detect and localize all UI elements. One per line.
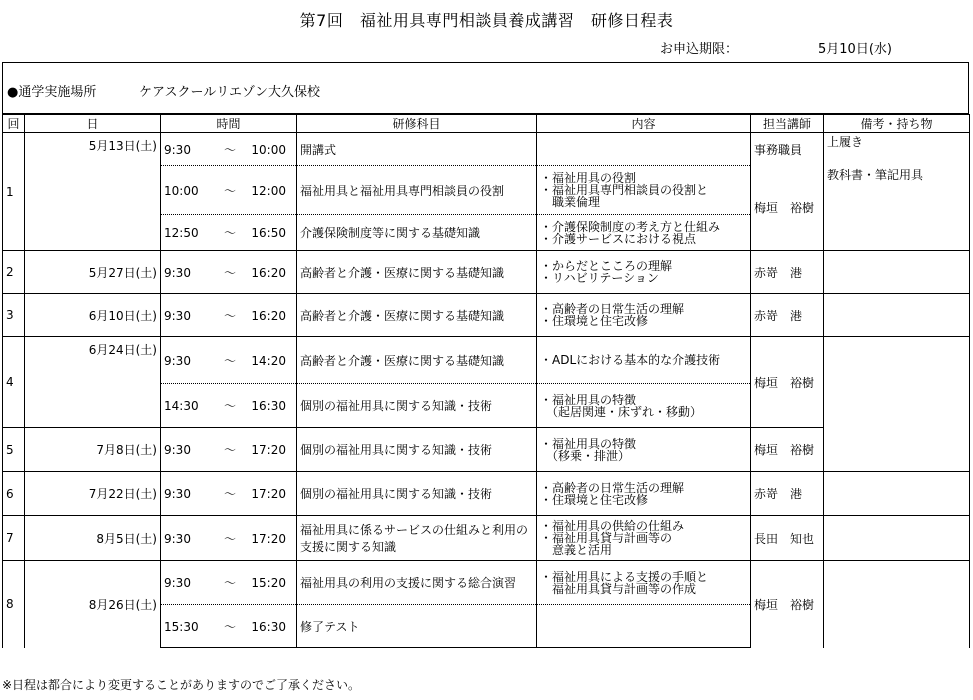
table-row — [3, 472, 970, 516]
time-cell — [161, 516, 297, 561]
subject: 福祉用具の利用の支援に関する総合演習 — [297, 561, 537, 605]
session-date: 6月10日(土) — [25, 294, 161, 337]
session-date: 7月8日(土) — [25, 428, 161, 472]
content-cell — [537, 215, 751, 251]
deadline-value: 5月10日(水) — [818, 42, 892, 57]
content-line: ・リハビリテーション — [540, 271, 659, 285]
notes — [824, 561, 970, 648]
instructor: 梅垣 裕樹 — [751, 428, 824, 472]
subject: 開講式 — [297, 133, 537, 166]
end-time: 17:20 — [251, 487, 286, 501]
content-line: ・福祉用具による支援の手順と — [540, 569, 709, 584]
time-separator: 〜 — [223, 265, 236, 280]
session-number: 1 — [3, 133, 25, 251]
time-separator: 〜 — [223, 226, 236, 240]
content-line: ・からだとこころの理解 — [540, 259, 673, 273]
table-row — [3, 251, 970, 294]
time-cell — [161, 337, 297, 384]
session-number: 4 — [3, 337, 25, 428]
session-number: 7 — [3, 516, 25, 561]
end-time: 14:20 — [251, 353, 286, 368]
header-content: 内容 — [537, 115, 751, 133]
time-cell — [161, 605, 297, 648]
start-time: 12:50 — [164, 226, 199, 240]
content-cell — [537, 294, 751, 337]
start-time: 9:30 — [164, 576, 191, 590]
instructor: 赤嵜 港 — [751, 251, 824, 294]
time-cell — [161, 166, 297, 215]
instructor: 梅垣 裕樹 — [751, 166, 824, 251]
content-cell — [537, 472, 751, 516]
start-time: 9:30 — [164, 265, 191, 280]
time-separator: 〜 — [223, 353, 236, 368]
time-cell — [161, 294, 297, 337]
content-line: （起居関連・床ずれ・移動） — [540, 404, 703, 419]
header-instructor: 担当講師 — [751, 115, 824, 133]
content-line: ・福祉用具の特徴 — [540, 436, 637, 451]
time-separator: 〜 — [223, 399, 236, 413]
start-time: 9:30 — [164, 531, 191, 546]
deadline-label: お申込期限： — [660, 42, 739, 57]
session-number: 6 — [3, 472, 25, 516]
footnote: ※日程は都合により変更することがありますのでご了承ください。 — [2, 678, 361, 692]
session-number: 3 — [3, 294, 25, 337]
notes — [824, 472, 970, 516]
session-number: 8 — [3, 561, 25, 648]
content-line: 福祉用具貸与計画等の作成 — [540, 581, 697, 596]
header-time: 時間 — [161, 115, 297, 133]
end-time: 16:30 — [251, 399, 286, 413]
schedule-table — [2, 114, 970, 648]
time-separator: 〜 — [223, 487, 236, 501]
notes — [824, 294, 970, 337]
instructor: 赤嵜 港 — [751, 294, 824, 337]
content-line: ・ADLにおける基本的な介護技術 — [540, 353, 721, 367]
end-time: 10:00 — [251, 142, 286, 157]
notes — [824, 337, 970, 472]
table-row — [3, 133, 970, 166]
subject: 高齢者と介護・医療に関する基礎知識 — [297, 294, 537, 337]
notes — [824, 251, 970, 294]
content-line: 意義と活用 — [540, 543, 613, 557]
table-header-row — [3, 115, 970, 133]
time-separator: 〜 — [223, 308, 236, 323]
time-cell — [161, 215, 297, 251]
content-line: ・福祉用具の特徴 — [540, 392, 637, 407]
start-time: 14:30 — [164, 399, 199, 413]
content-line: ・福祉用具の役割 — [540, 171, 637, 185]
content-cell — [537, 166, 751, 215]
content-cell — [537, 428, 751, 472]
start-time: 10:00 — [164, 183, 199, 198]
subject: 修了テスト — [297, 605, 537, 648]
time-cell — [161, 133, 297, 166]
session-date: 5月27日(土) — [25, 251, 161, 294]
start-time: 9:30 — [164, 308, 191, 323]
end-time: 16:20 — [251, 308, 286, 323]
table-row — [3, 561, 970, 605]
start-time: 9:30 — [164, 353, 191, 368]
session-date: 6月24日(土) — [25, 337, 161, 428]
end-time: 16:20 — [251, 265, 286, 280]
subject: 高齢者と介護・医療に関する基礎知識 — [297, 337, 537, 384]
time-separator: 〜 — [223, 619, 236, 634]
session-date: 8月26日(土) — [25, 561, 161, 648]
time-separator: 〜 — [223, 531, 236, 546]
subject: 高齢者と介護・医療に関する基礎知識 — [297, 251, 537, 294]
end-time: 15:20 — [251, 576, 286, 590]
content-line: ・高齢者の日常生活の理解 — [540, 302, 685, 316]
header-date: 日 — [25, 115, 161, 133]
subject: 介護保険制度等に関する基礎知識 — [297, 215, 537, 251]
time-cell — [161, 472, 297, 516]
instructor: 赤嵜 港 — [751, 472, 824, 516]
subject: 福祉用具と福祉用具専門相談員の役割 — [297, 166, 537, 215]
venue-box — [2, 62, 969, 114]
subject: 個別の福祉用具に関する知識・技術 — [297, 384, 537, 428]
subject: 個別の福祉用具に関する知識・技術 — [297, 428, 537, 472]
page-title: 第7回 福祉用具専門相談員養成講習 研修日程表 — [299, 11, 674, 30]
instructor: 事務職員 — [751, 133, 824, 166]
end-time: 17:20 — [251, 531, 286, 546]
content-cell — [537, 133, 751, 166]
content-cell — [537, 561, 751, 605]
content-line: ・介護サービスにおける視点 — [540, 231, 697, 246]
content-cell — [537, 516, 751, 561]
content-line: 職業倫理 — [540, 195, 601, 209]
time-separator: 〜 — [223, 443, 236, 457]
header-notes: 備考・持ち物 — [824, 115, 970, 133]
session-date: 7月22日(土) — [25, 472, 161, 516]
notes: 上履き — [824, 133, 970, 166]
time-cell — [161, 251, 297, 294]
content-line: ・住環境と住宅改修 — [540, 314, 649, 328]
content-cell — [537, 251, 751, 294]
session-date: 5月13日(土) — [25, 133, 161, 251]
content-cell — [537, 384, 751, 428]
content-line: ・福祉用具専門相談員の役割と — [540, 183, 709, 197]
header-subject: 研修科目 — [297, 115, 537, 133]
notes: 教科書・筆記用具 — [824, 166, 970, 251]
end-time: 17:20 — [251, 443, 286, 457]
time-separator: 〜 — [223, 142, 236, 157]
time-cell — [161, 561, 297, 605]
table-row — [3, 337, 970, 384]
start-time: 9:30 — [164, 443, 191, 457]
content-line: ・福祉用具の供給の仕組み — [540, 519, 685, 533]
session-date: 8月5日(土) — [25, 516, 161, 561]
time-separator: 〜 — [223, 183, 236, 198]
end-time: 16:30 — [251, 619, 286, 634]
time-cell — [161, 384, 297, 428]
instructor: 梅垣 裕樹 — [751, 337, 824, 428]
time-separator: 〜 — [223, 576, 236, 590]
subject: 個別の福祉用具に関する知識・技術 — [297, 472, 537, 516]
content-line: ・住環境と住宅改修 — [540, 492, 649, 507]
start-time: 9:30 — [164, 142, 191, 157]
start-time: 9:30 — [164, 487, 191, 501]
content-cell — [537, 605, 751, 648]
header-no: 回 — [3, 115, 25, 133]
session-number: 5 — [3, 428, 25, 472]
content-line: ・高齢者の日常生活の理解 — [540, 480, 685, 495]
content-line: ・福祉用具貸与計画等の — [540, 531, 673, 545]
instructor: 長田 知也 — [751, 516, 824, 561]
content-line: ・介護保険制度の考え方と仕組み — [540, 219, 721, 234]
venue-label: ●通学実施場所 — [7, 85, 97, 100]
session-number: 2 — [3, 251, 25, 294]
start-time: 15:30 — [164, 619, 199, 634]
content-line: （移乗・排泄） — [540, 448, 631, 463]
end-time: 12:00 — [251, 183, 286, 198]
subject: 福祉用具に係るサービスの仕組みと利用の支援に関する知識 — [297, 516, 537, 561]
end-time: 16:50 — [251, 226, 286, 240]
time-cell — [161, 428, 297, 472]
notes — [824, 516, 970, 561]
content-cell — [537, 337, 751, 384]
instructor: 梅垣 裕樹 — [751, 561, 824, 648]
table-row — [3, 294, 970, 337]
venue-value: ケアスクールリエゾン大久保校 — [139, 85, 320, 100]
table-row — [3, 516, 970, 561]
